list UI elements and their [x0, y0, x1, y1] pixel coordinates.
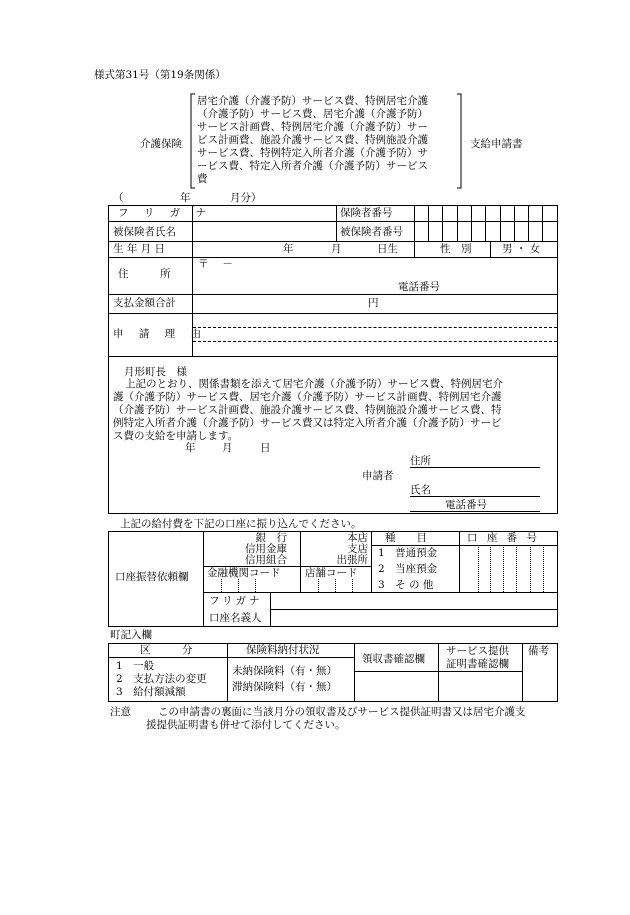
address-label: 住 所 — [118, 268, 171, 280]
declaration-line: 上記のとおり、関係書類を添えて居宅介護（介護予防）サービス費、特例居宅介 — [125, 378, 503, 390]
transfer-note: 上記の給付費を下記の口座に振り込んでください。 — [120, 518, 362, 530]
premium-status-header: 保険料納付状況 — [246, 644, 320, 656]
payment-total-field[interactable] — [193, 295, 557, 312]
applicant-address-label: 住所 — [410, 455, 431, 467]
service-check-header — [446, 645, 509, 671]
furigana-label: フ リ ガ ナ — [118, 207, 213, 219]
declaration-line: 護（介護予防）サービス費、居宅介護（介護予防）サービス計画費、特例居宅介護 — [113, 391, 502, 403]
category-list — [116, 660, 207, 699]
gender-options[interactable]: 男 ・ 女 — [502, 243, 541, 255]
note-line: 援提供証明書も併せて添付してください。 — [146, 719, 346, 731]
insured-name-label: 被保険者氏名 — [113, 226, 176, 238]
insurer-number-field[interactable] — [415, 206, 557, 220]
postal-mark: 〒 － — [198, 258, 233, 270]
title-left-brace — [188, 93, 196, 189]
birth-month: 月 — [331, 243, 342, 255]
birth-year: 年 — [283, 243, 294, 255]
title-line: 居宅介護（介護予防）サービス費、特例居宅介護 — [197, 95, 428, 107]
period-year: 年 — [180, 192, 191, 204]
account-holder-field[interactable] — [271, 610, 557, 625]
account-kind-list[interactable] — [378, 547, 437, 592]
title-insurance: 介護保険 — [140, 138, 182, 150]
declaration-line: ス費の支給を申請します。 — [113, 430, 239, 442]
note-line: この申請書の裏面に当該月分の領収書及びサービス提供証明書又は居宅介護支 — [158, 706, 526, 718]
bank-type: 信用組合 — [245, 554, 287, 566]
category-header: 区 分 — [140, 644, 193, 656]
applicant-name-line[interactable] — [410, 496, 540, 497]
addressee: 月形町長 様 — [124, 366, 187, 378]
applicant-phone-line[interactable] — [410, 511, 540, 512]
application-year: 年 — [185, 442, 196, 454]
branch-type: 本店 — [347, 532, 368, 544]
service-check-line: 証明書確認欄 — [446, 658, 509, 670]
bank-section-label: 口座振替依頼欄 — [115, 571, 189, 583]
account-holder-label: 口座名義人 — [209, 612, 262, 624]
reason-field[interactable] — [193, 314, 557, 355]
title-right-brace — [456, 93, 464, 189]
account-kind-option[interactable]: 3 そ の 他 — [378, 579, 434, 591]
applicant-phone-label: 電話番号 — [445, 499, 487, 511]
form-number: 様式第31号（第19条関係） — [94, 69, 226, 81]
premium-status-item: 未納保険料（有・無） — [232, 665, 337, 677]
account-number-header: 口 座 番 号 — [467, 532, 541, 544]
bank-type-list — [245, 532, 287, 567]
receipt-check-header: 領収書確認欄 — [362, 653, 425, 665]
declaration-line: （介護予防）サービス計画費、施設介護サービス費、特例施設介護サービス費、特 — [113, 404, 502, 416]
premium-status-item: 滞納保険料（有・無） — [232, 681, 337, 693]
title-line: ビス計画費、施設介護サービス費、特例施設介護 — [197, 134, 428, 146]
category-item: 2 支払方法の変更 — [116, 673, 207, 685]
applicant-address-line[interactable] — [410, 467, 540, 468]
address-field[interactable] — [193, 258, 557, 293]
category-item: 1 一般 — [116, 660, 155, 672]
application-day: 日 — [260, 442, 271, 454]
office-section-title: 町記入欄 — [110, 629, 152, 641]
gender-label: 性 別 — [440, 243, 472, 255]
branch-code-label: 店舗コード — [305, 567, 358, 579]
insured-number-field[interactable] — [415, 222, 557, 240]
period-open: （ — [113, 192, 124, 204]
declaration-line: 例特定入所者介護（介護予防）サービス費又は特定入所者介護（介護予防）サービ — [113, 417, 502, 429]
account-kind-option[interactable]: 2 当座預金 — [378, 563, 438, 575]
account-kind-header: 種 目 — [385, 532, 427, 544]
period-month: 月分） — [230, 192, 262, 204]
bank-type: 信用金庫 — [245, 543, 287, 555]
title-items — [197, 95, 428, 186]
remarks-header: 備考 — [528, 645, 549, 657]
financial-institution-code-label: 金融機関コード — [207, 567, 281, 579]
birth-day: 日生 — [377, 243, 398, 255]
branch-type: 支店 — [347, 543, 368, 555]
account-furigana-label: フリガナ — [209, 595, 263, 607]
branch-type: 出張所 — [336, 554, 368, 566]
yen-unit: 円 — [368, 297, 379, 309]
applicant-label: 申請者 — [362, 470, 394, 482]
premium-status-list — [232, 665, 337, 694]
account-number-field[interactable] — [460, 546, 557, 591]
title-line: （介護予防）サービス費、居宅介護（介護予防） — [197, 108, 428, 120]
account-kind-option[interactable]: 1 普通預金 — [378, 547, 438, 559]
category-item: 3 給付額減額 — [116, 686, 186, 698]
title-line: サービス費、特例特定入所者介護（介護予防）サ — [197, 147, 428, 159]
insured-number-label: 被保険者番号 — [340, 226, 403, 238]
bank-type: 銀 行 — [255, 532, 287, 544]
title-line: 費 — [197, 173, 208, 185]
title-line: サービス計画費、特例居宅介護（介護予防）サー — [197, 121, 428, 133]
payment-total-label: 支払金額合計 — [113, 297, 176, 309]
title-application: 支給申請書 — [470, 138, 523, 150]
reason-label: 申 請 理 由 — [113, 328, 208, 340]
note-label: 注意 — [110, 706, 131, 718]
application-month: 月 — [222, 442, 233, 454]
insurer-number-label: 保険者番号 — [340, 207, 393, 219]
address-phone-label: 電話番号 — [398, 281, 440, 293]
insured-name-field[interactable] — [193, 222, 335, 240]
birth-date-label: 生 年 月 日 — [113, 243, 166, 255]
declaration-body — [113, 378, 503, 443]
applicant-name-label: 氏名 — [410, 484, 431, 496]
service-check-line: サービス提供 — [446, 645, 509, 657]
branch-type-list — [330, 532, 368, 567]
account-furigana-field[interactable] — [271, 593, 557, 608]
title-line: ービス費、特定入所者介護（介護予防）サービス — [197, 160, 428, 172]
